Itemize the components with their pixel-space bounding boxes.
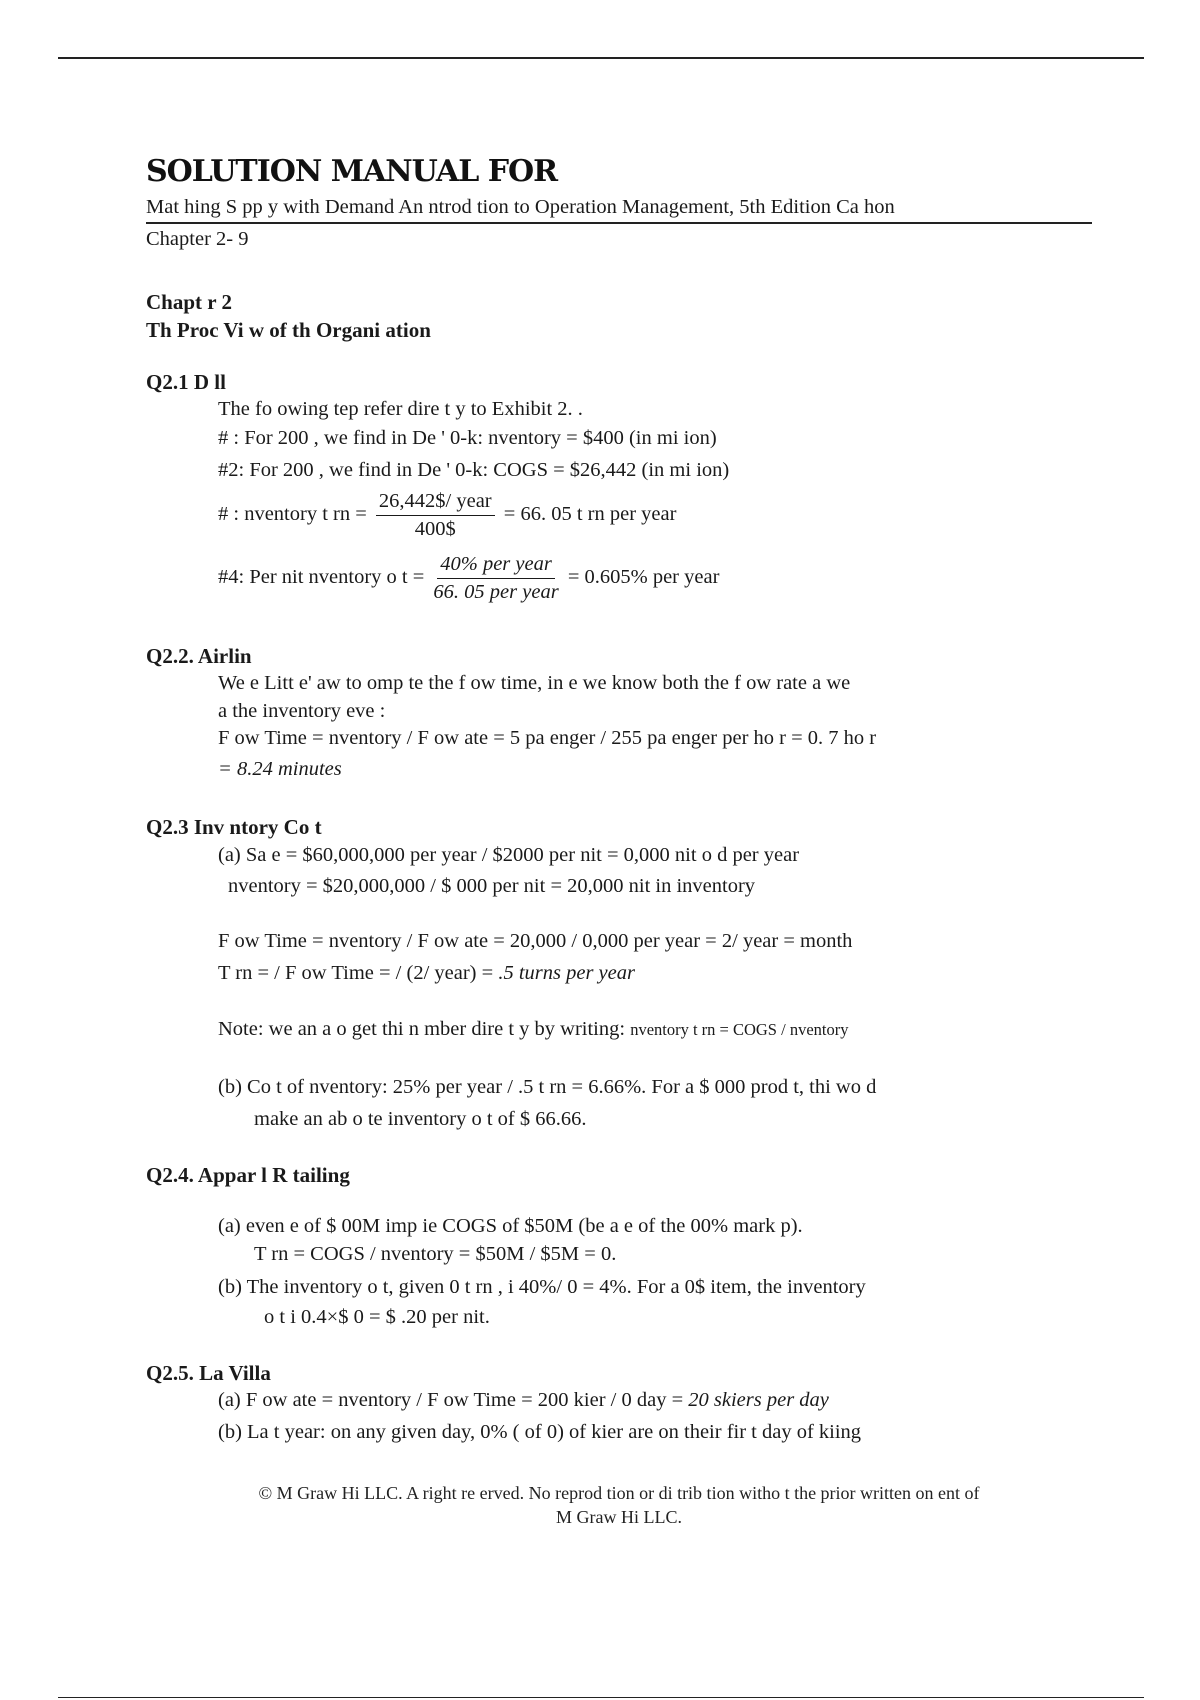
q2-line4: = 8.24 minutes (218, 758, 342, 780)
q1-step4-fraction (433, 553, 558, 604)
footer-line1: © M Graw Hi LLC. A right re erved. No reprod tion or di trib tion witho t the prior written on ent of (258, 1483, 980, 1503)
copyright-footer (146, 1481, 1092, 1529)
book-subtitle: Mat hing S pp y with Demand An ntrod tion to Operation Management, 5th Edition Ca hon (146, 196, 1092, 224)
q3-a1: (a) Sa e = $60,000,000 per year / $2000 per nit = 0,000 nit o d per year (218, 844, 800, 866)
q1-heading: Q2.1 D ll (146, 370, 226, 394)
q1-intro: The fo owing tep refer dire t y to Exhibit 2. . (218, 398, 583, 420)
q2-line3: F ow Time = nventory / F ow ate = 5 pa enger / 255 pa enger per ho r = 0. 7 ho r (218, 727, 877, 749)
q1-step3-label: # : nventory t rn = (218, 503, 367, 526)
q3-note (218, 1018, 848, 1041)
chapter-range: Chapter 2- 9 (146, 228, 249, 250)
q1-step3 (218, 490, 676, 541)
q4-b2: o t i 0.4×$ 0 = $ .20 per nit. (264, 1306, 490, 1328)
q1-step4-denominator: 66. 05 per year (433, 581, 559, 603)
q1-step3-fraction (376, 490, 495, 541)
q3-a2: nventory = $20,000,000 / $ 000 per nit = 20,000 nit in inventory (228, 875, 756, 897)
q1-step3-numerator: 26,442$/ year (376, 490, 495, 516)
q3-a4-text: T rn = / F ow Time = / (2/ year) = (218, 962, 494, 984)
chapter-label: Chapt r 2 (146, 290, 232, 314)
q5-a (218, 1389, 829, 1412)
q5-b: (b) La t year: on any given day, 0% ( of 0) of kier are on their fir t day of kiing (218, 1421, 862, 1443)
q3-note-formula: nventory t rn = COGS / nventory (630, 1020, 849, 1039)
document-title: SOLUTION MANUAL FOR (146, 154, 558, 189)
q2-heading: Q2.2. Airlin (146, 644, 252, 668)
q1-step4 (218, 553, 719, 604)
q1-step4-label: #4: Per nit nventory o t = (218, 566, 425, 589)
q3-note-text: Note: we an a o get thi n mber dire t y by writing: (218, 1018, 626, 1040)
q1-step4-result: = 0.605% per year (567, 566, 720, 589)
q3-a3: F ow Time = nventory / F ow ate = 20,000 / 0,000 per year = 2/ year = month (218, 930, 853, 952)
q4-b1: (b) The inventory o t, given 0 t rn , i 40%/ 0 = 4%. For a 0$ item, the inventory (218, 1276, 866, 1298)
q1-step3-denominator: 400$ (414, 518, 456, 540)
q1-step3-result: = 66. 05 t rn per year (503, 503, 677, 526)
q3-a4-result: .5 turns per year (498, 962, 635, 984)
q3-b1: (b) Co t of nventory: 25% per year / .5 t rn = 6.66%. For a $ 000 prod t, thi wo d (218, 1076, 877, 1098)
q3-heading: Q2.3 Inv ntory Co t (146, 815, 322, 839)
bottom-rule (58, 1697, 1144, 1698)
q4-a1: (a) even e of $ 00M imp ie COGS of $50M (be a e of the 00% mark p). (218, 1215, 803, 1237)
q4-a2: T rn = COGS / nventory = $50M / $5M = 0. (254, 1243, 617, 1265)
q2-line2: a the inventory eve : (218, 700, 386, 722)
q5-a-text: (a) F ow ate = nventory / F ow Time = 200 kier / 0 day = (218, 1389, 684, 1411)
q2-line1: We e Litt e' aw to omp te the f ow time, in e we know both the f ow rate a we (218, 672, 851, 694)
q3-b2: make an ab o te inventory o t of $ 66.66. (254, 1108, 587, 1130)
q1-step2: #2: For 200 , we find in De ' 0-k: COGS = $26,442 (in mi ion) (218, 459, 730, 481)
top-rule (58, 57, 1144, 59)
footer-line2: M Graw Hi LLC. (556, 1507, 682, 1527)
chapter-name: Th Proc Vi w of th Organi ation (146, 318, 431, 342)
q4-heading: Q2.4. Appar l R tailing (146, 1163, 350, 1187)
q1-step4-numerator: 40% per year (437, 553, 555, 579)
q5-a-result: 20 skiers per day (688, 1389, 829, 1411)
q5-heading: Q2.5. La Villa (146, 1361, 271, 1385)
q1-step1: # : For 200 , we find in De ' 0-k: nventory = $400 (in mi ion) (218, 427, 717, 449)
q3-a4 (218, 962, 635, 985)
